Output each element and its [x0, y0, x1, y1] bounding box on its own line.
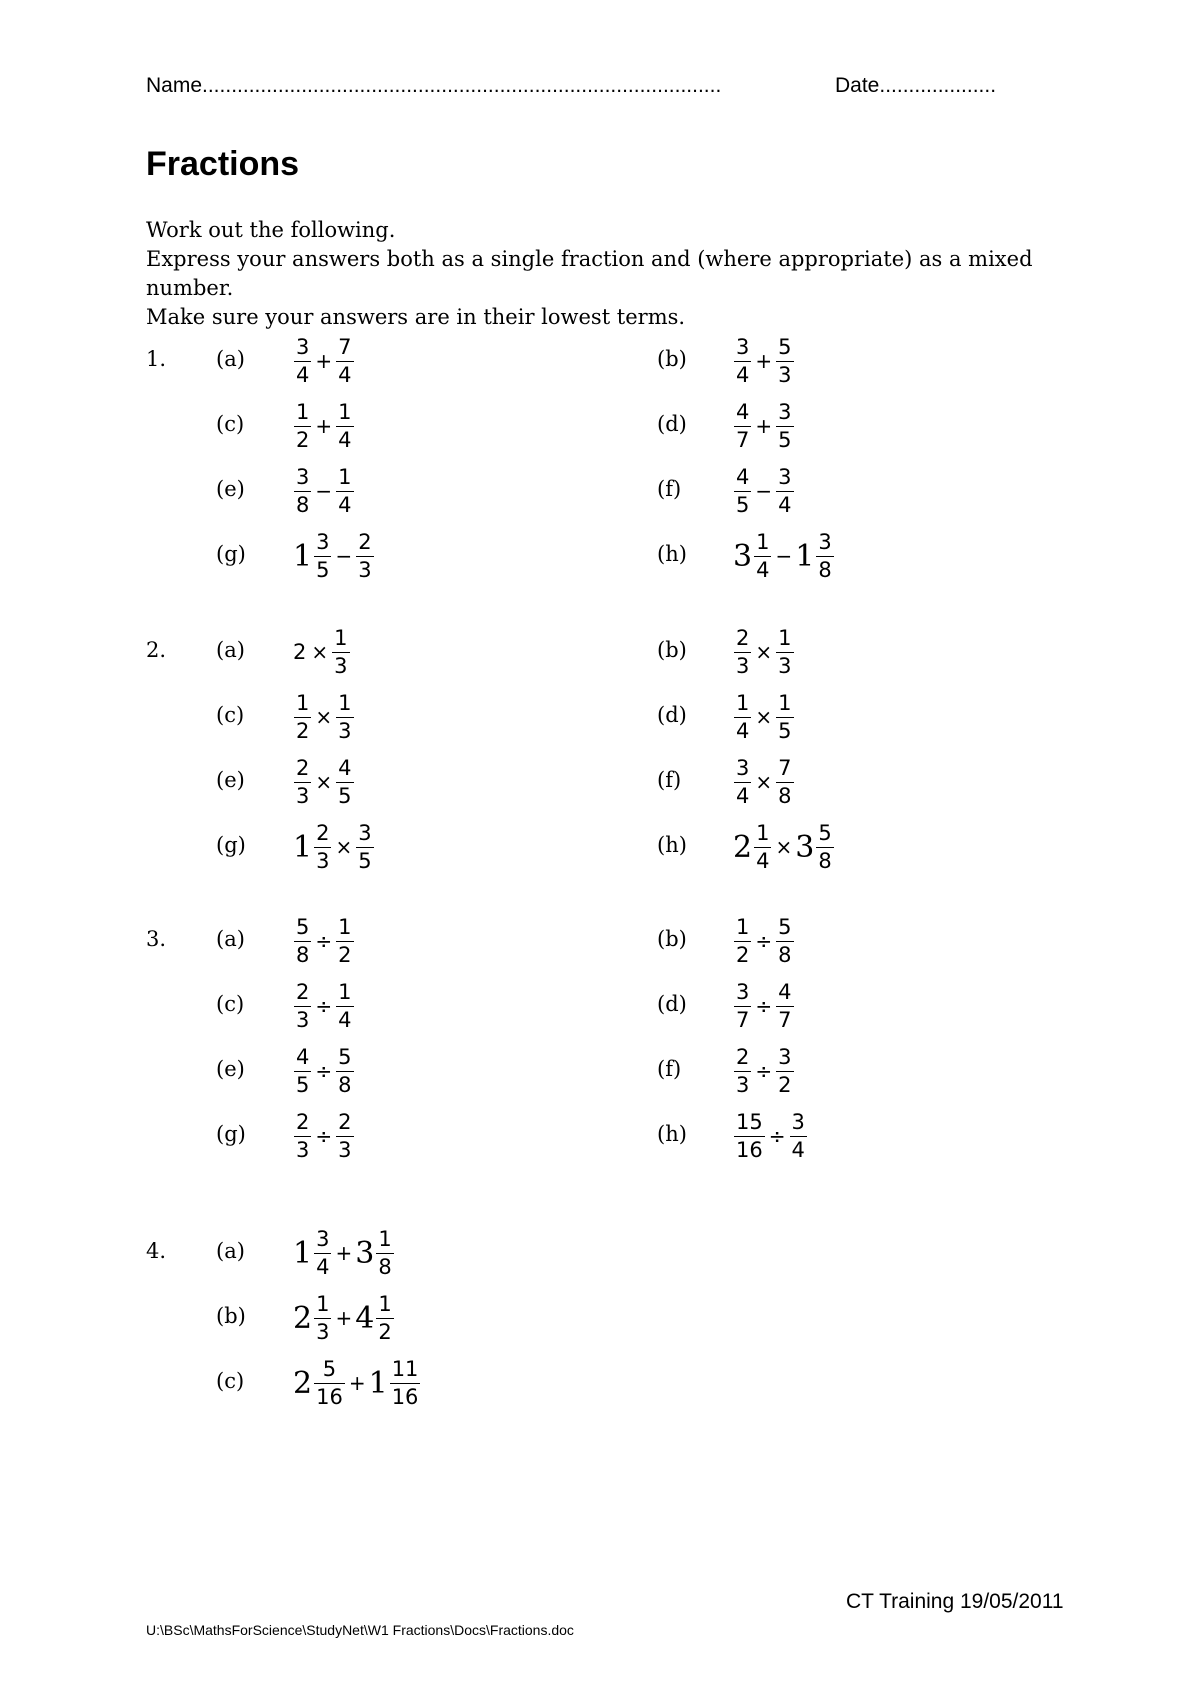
numerator: 11 [391, 1356, 419, 1381]
numerator: 1 [296, 690, 310, 715]
whole-number: 4 [355, 1300, 375, 1336]
numerator: 1 [338, 464, 352, 489]
numerator: 3 [358, 820, 372, 845]
operator: + [315, 349, 333, 373]
instruction-line: Make sure your answers are in their lowest terms. [146, 305, 686, 329]
part-label: (g) [216, 1122, 246, 1146]
fraction [776, 979, 793, 1032]
numerator: 3 [778, 464, 792, 489]
numerator: 3 [778, 399, 792, 424]
fraction [776, 914, 793, 967]
whole-number: 1 [293, 538, 313, 574]
denominator: 2 [378, 1319, 392, 1344]
operator: ÷ [315, 994, 333, 1018]
fraction-expression [733, 909, 795, 973]
fraction-expression [293, 1286, 395, 1350]
numerator: 7 [778, 755, 792, 780]
denominator: 4 [736, 362, 750, 387]
numerator: 1 [756, 820, 770, 845]
numerator: 3 [316, 529, 330, 554]
fraction-expression [733, 1039, 795, 1103]
numerator: 1 [334, 625, 348, 650]
fraction [734, 625, 751, 678]
operator: × [335, 835, 353, 859]
denominator: 3 [358, 557, 372, 582]
denominator: 16 [736, 1137, 763, 1162]
fraction [336, 755, 353, 808]
fraction [294, 399, 311, 452]
denominator: 3 [316, 848, 330, 873]
numerator: 2 [736, 625, 750, 650]
denominator: 3 [334, 653, 348, 678]
numerator: 1 [338, 399, 352, 424]
part-label: (h) [657, 1122, 687, 1146]
fraction [336, 399, 353, 452]
whole-number: 1 [368, 1365, 388, 1401]
whole-number: 3 [795, 829, 815, 865]
denominator: 4 [756, 848, 770, 873]
numerator: 3 [296, 464, 310, 489]
operator: ÷ [755, 994, 773, 1018]
numerator: 3 [736, 979, 750, 1004]
integer: 2 [293, 640, 307, 664]
fraction-expression [733, 750, 795, 814]
denominator: 2 [296, 427, 310, 452]
numerator: 5 [296, 914, 310, 939]
operator: ÷ [768, 1124, 786, 1148]
fraction [314, 1291, 331, 1344]
operator: ÷ [755, 1059, 773, 1083]
numerator: 7 [338, 334, 352, 359]
question-number: 4. [146, 1239, 167, 1263]
numerator: 3 [296, 334, 310, 359]
fraction [734, 979, 751, 1032]
fraction [336, 979, 353, 1032]
fraction [294, 755, 311, 808]
fraction [776, 755, 793, 808]
numerator: 1 [316, 1291, 330, 1316]
whole-number: 3 [355, 1235, 375, 1271]
name-field-line: Name......................................................................................... [146, 74, 722, 97]
denominator: 2 [296, 718, 310, 743]
denominator: 5 [736, 492, 750, 517]
fraction [294, 690, 311, 743]
numerator: 2 [296, 755, 310, 780]
operator: + [755, 349, 773, 373]
denominator: 3 [296, 1137, 310, 1162]
part-label: (e) [216, 1057, 245, 1081]
fraction-expression [733, 394, 795, 458]
fraction [294, 464, 311, 517]
denominator: 7 [778, 1007, 792, 1032]
numerator: 1 [296, 399, 310, 424]
denominator: 4 [791, 1137, 805, 1162]
numerator: 3 [818, 529, 832, 554]
denominator: 4 [736, 783, 750, 808]
fraction [734, 755, 751, 808]
denominator: 4 [338, 492, 352, 517]
question-number: 3. [146, 927, 167, 951]
part-label: (a) [216, 927, 245, 951]
numerator: 3 [791, 1109, 805, 1134]
fraction-expression [293, 1104, 355, 1168]
part-label: (f) [657, 1057, 682, 1081]
fraction-expression [293, 620, 351, 684]
fraction [294, 979, 311, 1032]
part-label: (c) [216, 1369, 245, 1393]
denominator: 4 [756, 557, 770, 582]
part-label: (c) [216, 992, 245, 1016]
whole-number: 1 [293, 1235, 313, 1271]
operator: + [315, 414, 333, 438]
fraction-expression [733, 815, 835, 879]
operator: × [755, 705, 773, 729]
denominator: 4 [338, 427, 352, 452]
fraction [336, 464, 353, 517]
fraction [776, 399, 793, 452]
numerator: 15 [736, 1109, 763, 1134]
part-label: (e) [216, 768, 245, 792]
operator: × [315, 770, 333, 794]
fraction [776, 1044, 793, 1097]
denominator: 8 [778, 942, 792, 967]
operator: × [775, 835, 793, 859]
fraction [776, 690, 793, 743]
fraction [754, 820, 771, 873]
fraction [336, 1044, 353, 1097]
part-label: (b) [216, 1304, 246, 1328]
fraction-expression [733, 1104, 808, 1168]
numerator: 4 [296, 1044, 310, 1069]
numerator: 3 [778, 1044, 792, 1069]
numerator: 3 [736, 334, 750, 359]
fraction [336, 914, 353, 967]
operator: × [755, 770, 773, 794]
denominator: 2 [338, 942, 352, 967]
fraction-expression [293, 1351, 421, 1415]
instructions [146, 216, 1106, 332]
fraction-expression [733, 329, 795, 393]
denominator: 4 [778, 492, 792, 517]
denominator: 4 [338, 362, 352, 387]
denominator: 3 [296, 783, 310, 808]
part-label: (d) [657, 412, 687, 436]
fraction [776, 464, 793, 517]
fraction [816, 529, 833, 582]
denominator: 5 [778, 718, 792, 743]
part-label: (f) [657, 477, 682, 501]
fraction-expression [293, 329, 355, 393]
whole-number: 2 [293, 1300, 313, 1336]
part-label: (d) [657, 992, 687, 1016]
denominator: 5 [296, 1072, 310, 1097]
numerator: 1 [338, 979, 352, 1004]
numerator: 4 [736, 399, 750, 424]
fraction [754, 529, 771, 582]
operator: ÷ [315, 929, 333, 953]
operator: × [311, 640, 329, 664]
fraction [734, 464, 751, 517]
operator: − [755, 479, 773, 503]
fraction [294, 914, 311, 967]
part-label: (f) [657, 768, 682, 792]
numerator: 1 [338, 690, 352, 715]
denominator: 8 [818, 557, 832, 582]
fraction-expression [293, 459, 355, 523]
whole-number: 1 [293, 829, 313, 865]
fraction [356, 529, 373, 582]
numerator: 5 [778, 914, 792, 939]
numerator: 3 [316, 1226, 330, 1251]
question-number: 2. [146, 638, 167, 662]
fraction-expression [293, 394, 355, 458]
part-label: (b) [657, 347, 687, 371]
operator: + [348, 1371, 366, 1395]
fraction [376, 1226, 393, 1279]
fraction-expression [733, 459, 795, 523]
part-label: (g) [216, 542, 246, 566]
denominator: 8 [338, 1072, 352, 1097]
denominator: 5 [778, 427, 792, 452]
fraction [734, 914, 751, 967]
denominator: 4 [316, 1254, 330, 1279]
numerator: 5 [778, 334, 792, 359]
part-label: (e) [216, 477, 245, 501]
denominator: 3 [778, 653, 792, 678]
operator: ÷ [755, 929, 773, 953]
fraction [776, 625, 793, 678]
denominator: 3 [778, 362, 792, 387]
numerator: 1 [378, 1226, 392, 1251]
part-label: (g) [216, 833, 246, 857]
fraction-expression [293, 750, 355, 814]
fraction-expression [293, 815, 375, 879]
operator: ÷ [315, 1124, 333, 1148]
numerator: 1 [736, 690, 750, 715]
fraction-expression [293, 1221, 395, 1285]
fraction [734, 334, 751, 387]
denominator: 7 [736, 1007, 750, 1032]
fraction [332, 625, 349, 678]
part-label: (a) [216, 1239, 245, 1263]
denominator: 16 [316, 1384, 343, 1409]
denominator: 2 [736, 942, 750, 967]
denominator: 3 [338, 718, 352, 743]
fraction [376, 1291, 393, 1344]
footer-file-path: U:\BSc\MathsForScience\StudyNet\W1 Fractions\Docs\Fractions.doc [146, 1622, 574, 1638]
numerator: 5 [338, 1044, 352, 1069]
date-field-line: Date.................... [835, 74, 997, 97]
denominator: 3 [338, 1137, 352, 1162]
numerator: 3 [736, 755, 750, 780]
denominator: 4 [736, 718, 750, 743]
fraction [314, 529, 331, 582]
fraction-expression [733, 620, 795, 684]
numerator: 1 [736, 914, 750, 939]
whole-number: 2 [293, 1365, 313, 1401]
fraction-expression [733, 974, 795, 1038]
fraction-expression [293, 1039, 355, 1103]
denominator: 8 [296, 942, 310, 967]
denominator: 8 [818, 848, 832, 873]
fraction [816, 820, 833, 873]
denominator: 4 [338, 1007, 352, 1032]
whole-number: 2 [733, 829, 753, 865]
fraction [734, 690, 751, 743]
footer-credit: CT Training 19/05/2011 [846, 1590, 1064, 1613]
denominator: 8 [378, 1254, 392, 1279]
page-title: Fractions [146, 145, 300, 183]
denominator: 2 [778, 1072, 792, 1097]
denominator: 4 [296, 362, 310, 387]
fraction-expression [293, 685, 355, 749]
fraction [336, 334, 353, 387]
numerator: 5 [322, 1356, 337, 1381]
numerator: 5 [818, 820, 832, 845]
operator: + [335, 1241, 353, 1265]
numerator: 1 [756, 529, 770, 554]
instruction-line: Express your answers both as a single fraction and (where appropriate) as a mixed number. [146, 247, 1033, 300]
numerator: 2 [296, 1109, 310, 1134]
denominator: 5 [338, 783, 352, 808]
numerator: 2 [316, 820, 330, 845]
fraction [356, 820, 373, 873]
numerator: 4 [778, 979, 792, 1004]
denominator: 8 [296, 492, 310, 517]
part-label: (b) [657, 638, 687, 662]
whole-number: 3 [733, 538, 753, 574]
part-label: (d) [657, 703, 687, 727]
denominator: 7 [736, 427, 750, 452]
fraction [314, 820, 331, 873]
part-label: (h) [657, 542, 687, 566]
part-label: (c) [216, 412, 245, 436]
numerator: 2 [296, 979, 310, 1004]
fraction-expression [733, 524, 835, 588]
operator: × [315, 705, 333, 729]
instruction-line: Work out the following. [146, 218, 396, 242]
fraction [734, 1109, 765, 1162]
operator: ÷ [315, 1059, 333, 1083]
operator: − [775, 544, 793, 568]
numerator: 4 [736, 464, 750, 489]
part-label: (a) [216, 638, 245, 662]
denominator: 3 [736, 1072, 750, 1097]
fraction-expression [293, 974, 355, 1038]
operator: + [755, 414, 773, 438]
operator: − [315, 479, 333, 503]
question-number: 1. [146, 347, 167, 371]
numerator: 1 [378, 1291, 392, 1316]
fraction-expression [293, 524, 375, 588]
part-label: (a) [216, 347, 245, 371]
fraction-expression [733, 685, 795, 749]
denominator: 5 [316, 557, 330, 582]
fraction [336, 1109, 353, 1162]
part-label: (b) [657, 927, 687, 951]
denominator: 8 [778, 783, 792, 808]
part-label: (h) [657, 833, 687, 857]
fraction [776, 334, 793, 387]
denominator: 3 [316, 1319, 330, 1344]
numerator: 1 [338, 914, 352, 939]
fraction [734, 399, 751, 452]
operator: − [335, 544, 353, 568]
whole-number: 1 [795, 538, 815, 574]
fraction [336, 690, 353, 743]
fraction-expression [293, 909, 355, 973]
fraction [294, 334, 311, 387]
numerator: 2 [358, 529, 372, 554]
fraction [294, 1109, 311, 1162]
operator: + [335, 1306, 353, 1330]
denominator: 16 [391, 1384, 419, 1409]
fraction [734, 1044, 751, 1097]
part-label: (c) [216, 703, 245, 727]
denominator: 3 [736, 653, 750, 678]
denominator: 5 [358, 848, 372, 873]
denominator: 3 [296, 1007, 310, 1032]
fraction [294, 1044, 311, 1097]
numerator: 2 [736, 1044, 750, 1069]
fraction [790, 1109, 807, 1162]
numerator: 2 [338, 1109, 352, 1134]
numerator: 1 [778, 625, 792, 650]
numerator: 4 [338, 755, 352, 780]
fraction [314, 1356, 345, 1409]
operator: × [755, 640, 773, 664]
fraction [314, 1226, 331, 1279]
numerator: 1 [778, 690, 792, 715]
fraction [390, 1356, 421, 1409]
